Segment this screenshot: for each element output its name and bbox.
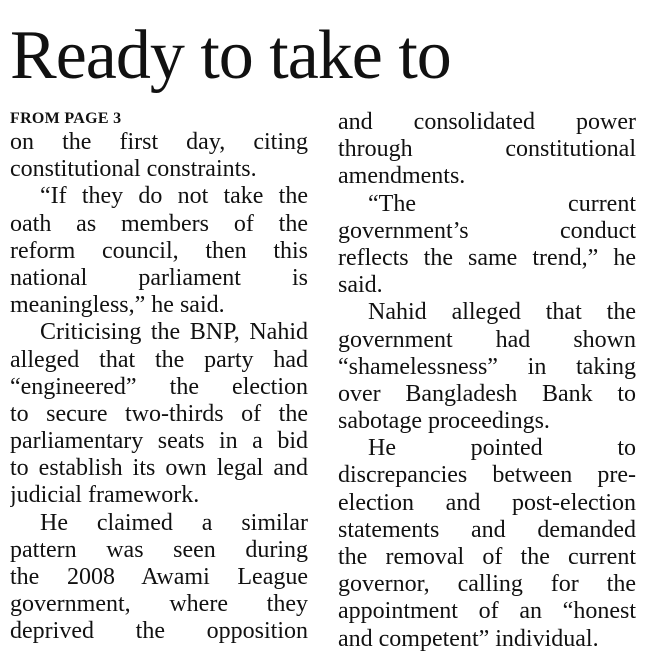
text-line: “shamelessness” in taking [338,353,636,380]
text-line: constitutional constraints. [10,156,257,183]
text-line: “If they do not take the [40,183,308,210]
article-column-right [338,109,636,653]
text-line: Criticising the BNP, Nahid [40,319,308,346]
text-line: “engineered” the election [10,373,308,400]
text-line: over Bangladesh Bank to [338,380,636,407]
column-text [338,109,636,653]
text-line: Nahid alleged that the [368,299,636,326]
text-line: alleged that the party had [10,346,308,373]
text-line: national parliament is [10,264,308,291]
text-line: “The current [368,190,636,217]
text-line: He claimed a similar [40,509,308,536]
text-line: and consolidated power [338,109,636,135]
text-line: pattern was seen during [10,536,308,563]
text-line: the removal of the current [338,544,636,570]
continuation-label: FROM PAGE 3 [10,110,122,127]
text-line: government, where they [10,591,308,618]
text-line: said. [338,272,383,299]
text-line: to secure two-thirds of the [10,400,308,427]
article-column-left [10,109,308,646]
column-text [10,129,308,646]
text-line: meaningless,” he said. [10,292,225,319]
text-line: through constitutional [338,136,636,163]
text-line: sabotage proceedings. [338,408,550,435]
text-line: and competent” individual. [338,625,599,652]
text-line: reform council, then this [10,237,308,264]
text-line: judicial framework. [10,482,200,509]
headline: Ready to take to [10,17,451,94]
text-line: statements and demanded [338,516,636,543]
text-line: on the first day, citing [10,129,308,155]
text-line: parliamentary seats in a bid [10,428,308,455]
text-line: governor, calling for the [338,571,636,598]
text-line: election and post-election [338,489,636,516]
text-line: oath as members of the [10,210,308,237]
text-line: deprived the opposition [10,618,308,645]
text-line: discrepancies between pre- [338,462,636,489]
text-line: appointment of an “honest [338,598,636,625]
text-line: reflects the same trend,” he [338,244,636,271]
text-line: amendments. [338,163,466,190]
text-line: He pointed to [368,435,636,462]
text-line: the 2008 Awami League [10,564,308,590]
text-line: government’s conduct [338,217,636,244]
text-line: government had shown [338,326,636,353]
text-line: to establish its own legal and [10,455,308,482]
